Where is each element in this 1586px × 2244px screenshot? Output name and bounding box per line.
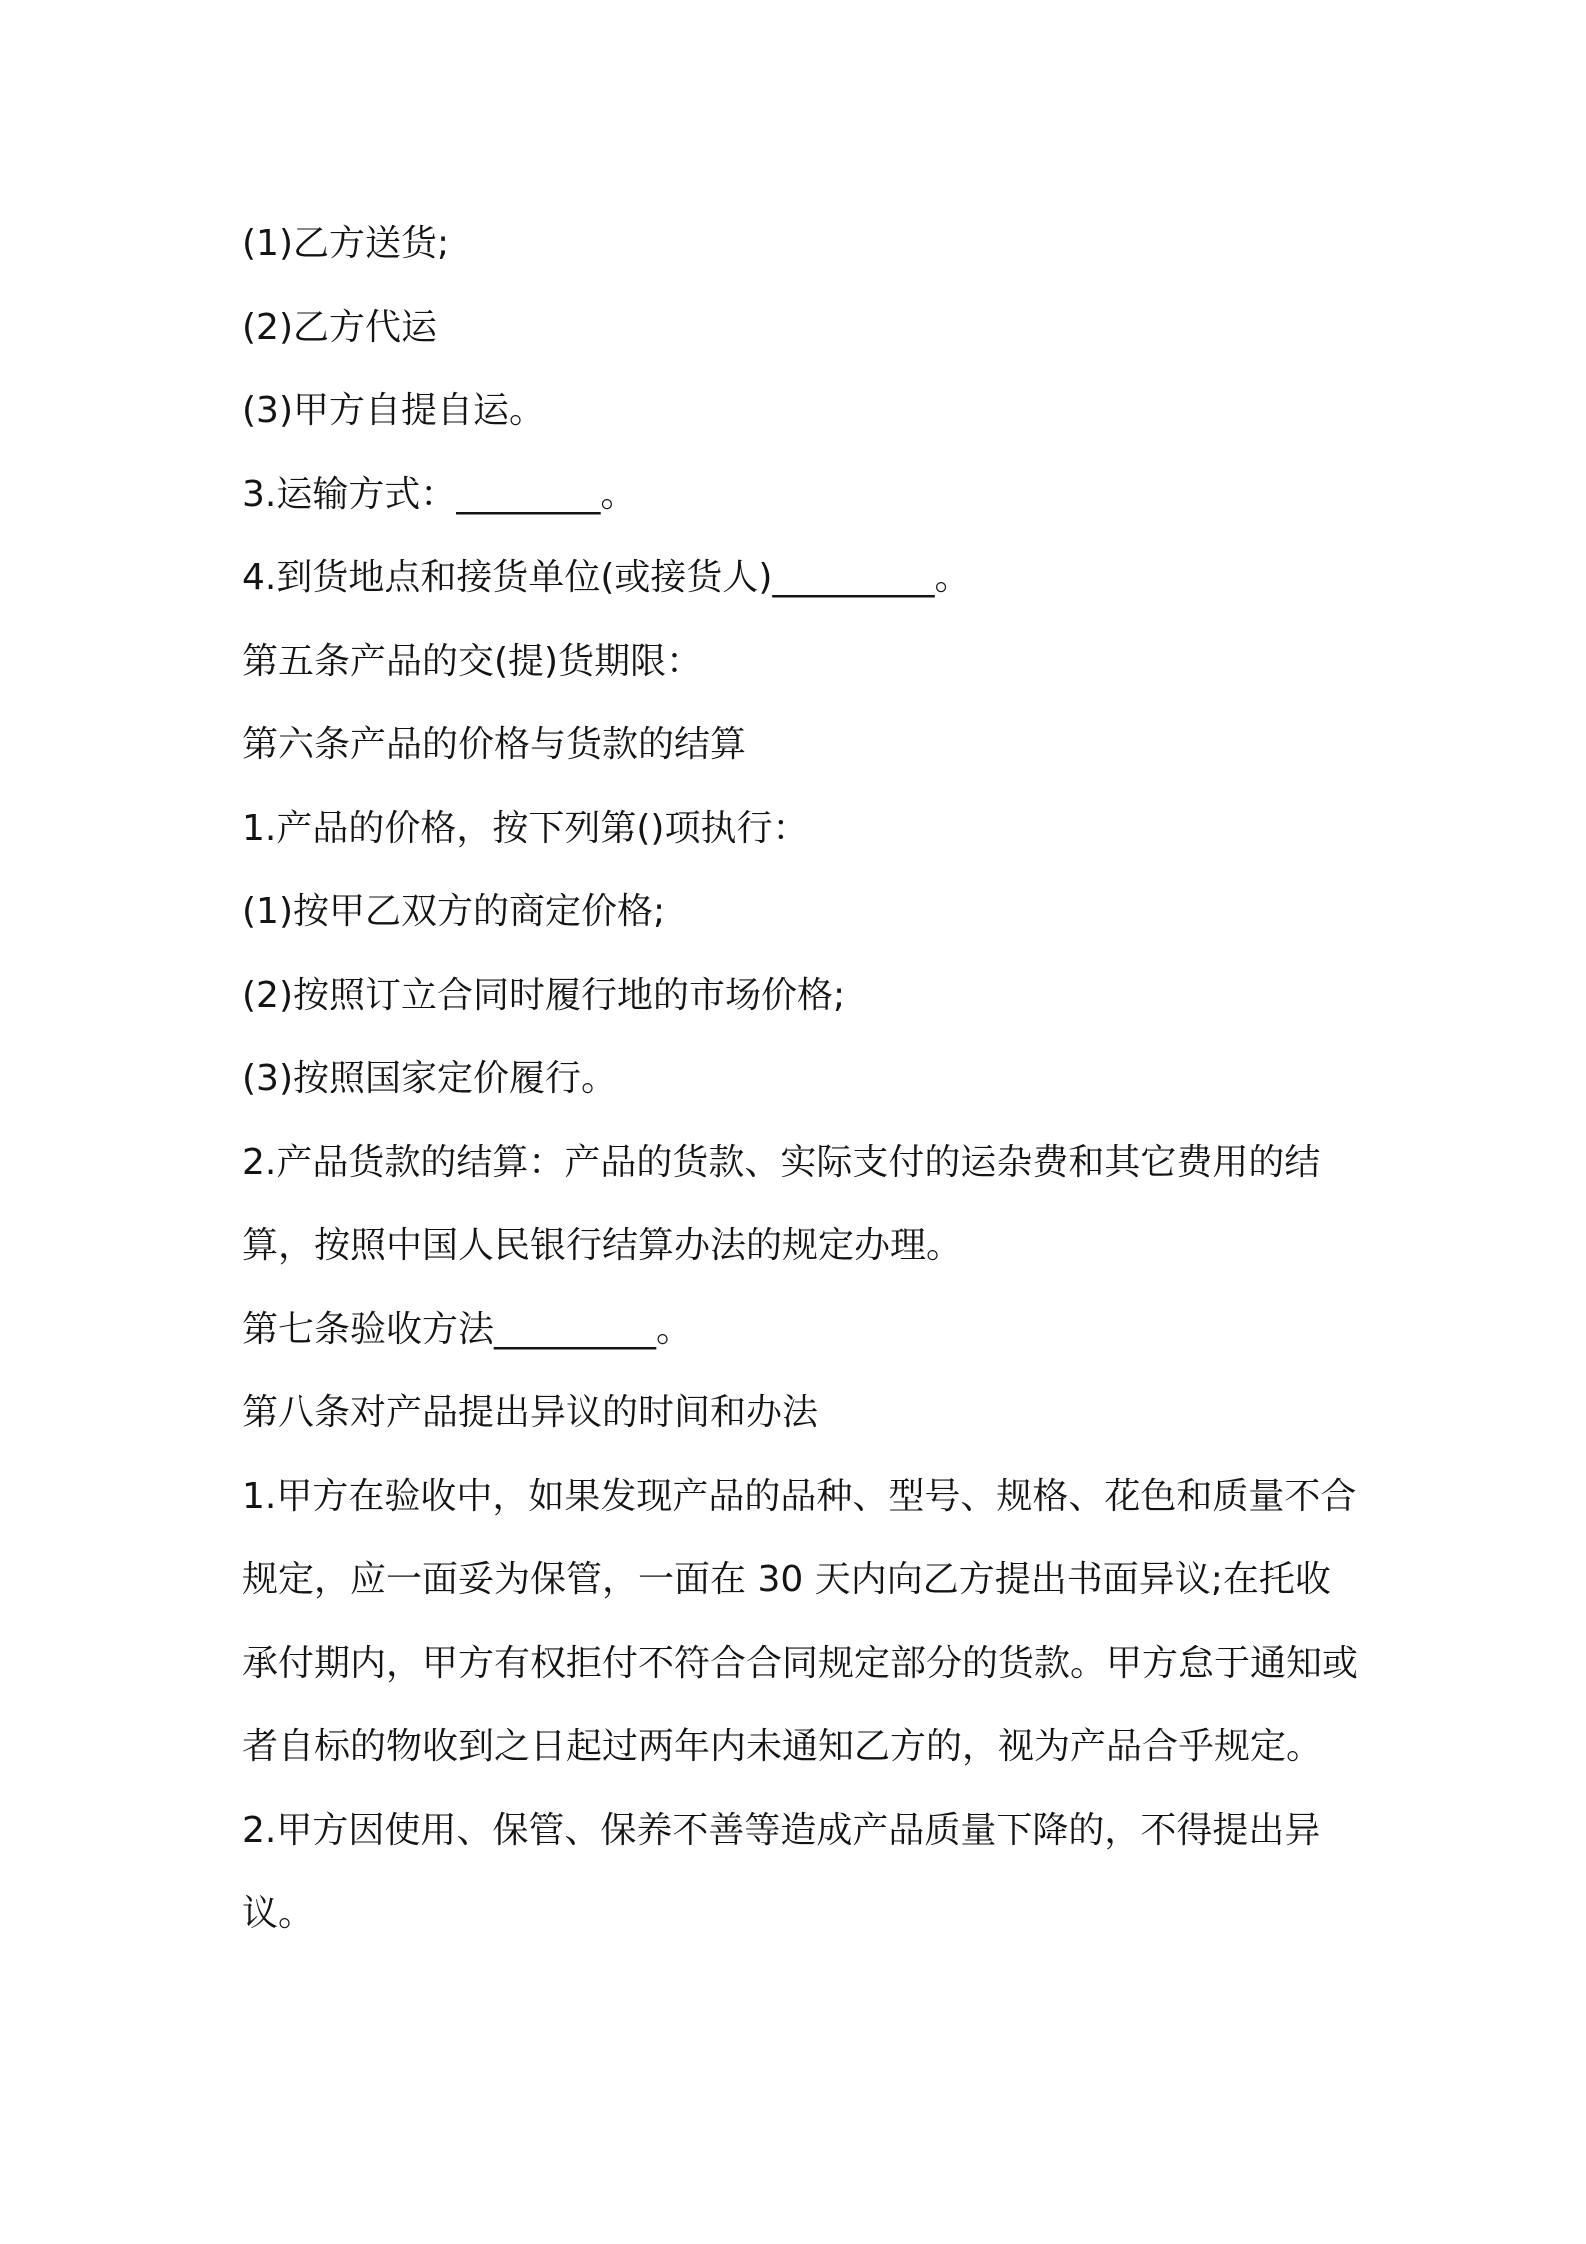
paragraph-delivery-place: 4.到货地点和接货单位(或接货人)_________。 <box>242 557 971 598</box>
document-page <box>242 202 1362 1956</box>
heading-article-6: 第六条产品的价格与货款的结算 <box>242 724 747 765</box>
paragraph-price-option-3: (3)按照国家定价履行。 <box>242 1058 617 1099</box>
paragraph-settlement: 2.产品货款的结算：产品的货款、实际支付的运杂费和其它费用的结算，按照中国人民银行结算办法的规定办理。 <box>242 1141 1321 1266</box>
paragraph-delivery-option-3: (3)甲方自提自运。 <box>242 390 545 431</box>
paragraph-delivery-option-2: (2)乙方代运 <box>242 306 437 348</box>
heading-article-8: 第八条对产品提出异议的时间和办法 <box>242 1392 819 1433</box>
paragraph-objection-1: 1.甲方在验收中，如果发现产品的品种、型号、规格、花色和质量不合规定，应一面妥为保管，一面在 30 天内向乙方提出书面异议;在托收承付期内，甲方有权拒付不符合合同规定部分的货款。甲方怠于通知或者自标的物收到之日起过两年内未通知乙方的，视为产品合乎规定。 <box>242 1475 1359 1767</box>
paragraph-delivery-option-1: (1)乙方送货; <box>242 223 450 264</box>
heading-article-7: 第七条验收方法_________。 <box>242 1308 693 1350</box>
paragraph-price-clause: 1.产品的价格，按下列第()项执行： <box>242 807 809 849</box>
heading-article-5: 第五条产品的交(提)货期限： <box>242 640 703 682</box>
paragraph-price-option-1: (1)按甲乙双方的商定价格; <box>242 891 666 932</box>
paragraph-transport-method: 3.运输方式：________。 <box>242 473 637 515</box>
paragraph-price-option-2: (2)按照订立合同时履行地的市场价格; <box>242 974 846 1016</box>
paragraph-objection-2: 2.甲方因使用、保管、保养不善等造成产品质量下降的，不得提出异议。 <box>242 1809 1321 1934</box>
